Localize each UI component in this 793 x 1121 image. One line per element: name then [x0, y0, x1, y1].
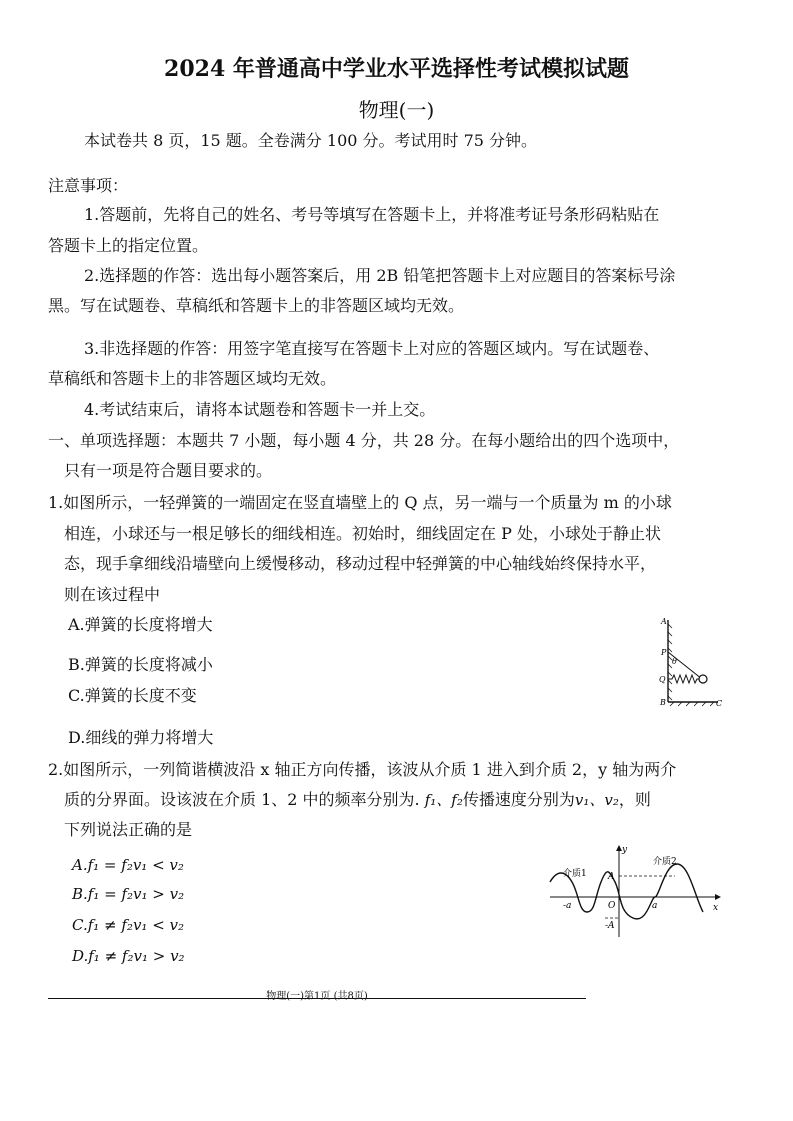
- label-q: Q: [659, 675, 666, 684]
- q2-stem-line1: 2.如图所示，一列简谐横波沿 x 轴正方向传播，该波从介质 1 进入到介质 2，y 轴为两介: [48, 760, 677, 779]
- ball: [699, 675, 707, 683]
- notice-item-1: 1.答题前，先将自己的姓名、考号等填写在答题卡上，并将准考证号条形码粘贴在: [84, 205, 660, 224]
- q2-stem-text-a: 质的分界面。设该波在介质 1、2 中的频率分别为.: [64, 790, 420, 809]
- label-theta: θ: [672, 657, 677, 666]
- notice-heading: 注意事项：: [48, 176, 129, 195]
- q2-option-a: A.f₁ = f₂v₁ < v₂: [72, 856, 184, 874]
- label-p: P: [661, 648, 667, 657]
- q1-stem-line4: 则在该过程中: [64, 585, 161, 604]
- q2-option-d: D.f₁ ≠ f₂v₁ > v₂: [72, 947, 185, 965]
- q2-stem-text-c: 传播速度分别为: [462, 790, 575, 809]
- spring: [668, 675, 699, 683]
- section-heading-cont: 只有一项是符合题目要求的。: [64, 461, 273, 480]
- notice-item-2-cont: 黑。写在试题卷、草稿纸和答题卡上的非答题区域均无效。: [48, 296, 465, 315]
- notice-item-4: 4.考试结束后，请将本试题卷和答题卡一并上交。: [84, 400, 436, 419]
- label-y: y: [622, 845, 628, 855]
- q2-option-b: B.f₁ = f₂v₁ > v₂: [72, 885, 185, 903]
- notice-item-3: 3.非选择题的作答：用签字笔直接写在答题卡上对应的答题区域内。写在试题卷、: [84, 339, 660, 358]
- q2-stem-line3: 下列说法正确的是: [64, 820, 193, 839]
- label-c: C: [716, 699, 723, 708]
- label-neg-amp: -A: [605, 921, 615, 931]
- q1-stem-line2: 相连，小球还与一根足够长的细线相连。初始时，细线固定在 P 处，小球处于静止状: [64, 524, 661, 543]
- label-b: B: [660, 698, 666, 707]
- notice-item-1-cont: 答题卡上的指定位置。: [48, 236, 209, 255]
- notice-item-3-cont: 草稿纸和答题卡上的非答题区域均无效。: [48, 369, 337, 388]
- q1-spring-wall-figure: [650, 612, 735, 712]
- notice-item-2: 2.选择题的作答：选出每小题答案后，用 2B 铅笔把答题卡上对应题目的答案标号涂: [84, 266, 676, 285]
- q1-option-a: A.弹簧的长度将增大: [68, 615, 213, 634]
- q2-stem-text-e: ，则: [618, 790, 651, 809]
- label-a: A: [661, 617, 667, 626]
- label-medium1: 介质1: [563, 869, 587, 879]
- page-subtitle: 物理(一): [358, 98, 435, 122]
- q2-option-c: C.f₁ ≠ f₂v₁ < v₂: [72, 916, 185, 934]
- q2-speed-symbols: v₁、v₂: [574, 791, 619, 809]
- q1-option-d: D.细线的弹力将增大: [68, 728, 214, 747]
- q2-wave-figure: [545, 842, 725, 942]
- q1-stem-line1: 1.如图所示，一轻弹簧的一端固定在竖直墙壁上的 Q 点，另一端与一个质量为 m 的小球: [48, 493, 672, 512]
- page-title: 2024 年普通高中学业水平选择性考试模拟试题: [164, 56, 629, 82]
- q1-stem-line3: 态，现手拿细线沿墙壁向上缓慢移动，移动过程中轻弹簧的中心轴线始终保持水平，: [64, 554, 657, 573]
- label-a-neg: -a: [563, 901, 572, 911]
- label-origin: O: [608, 901, 616, 911]
- q1-option-b: B.弹簧的长度将减小: [68, 655, 213, 674]
- label-a-pos: a: [652, 901, 658, 911]
- page-footer: 物理(一)第1页 (共8页): [266, 991, 368, 1002]
- q2-freq-symbols: f₁、f₂: [424, 791, 463, 809]
- label-x: x: [713, 903, 719, 913]
- q2-stem-line2: [64, 789, 651, 811]
- label-medium2: 介质2: [653, 857, 677, 867]
- q1-option-c: C.弹簧的长度不变: [68, 686, 197, 705]
- label-amp: A: [608, 872, 615, 882]
- section-heading: 一、单项选择题：本题共 7 小题，每小题 4 分，共 28 分。在每小题给出的四个选项中，: [48, 431, 680, 450]
- exam-intro: 本试卷共 8 页，15 题。全卷满分 100 分。考试用时 75 分钟。: [84, 131, 538, 150]
